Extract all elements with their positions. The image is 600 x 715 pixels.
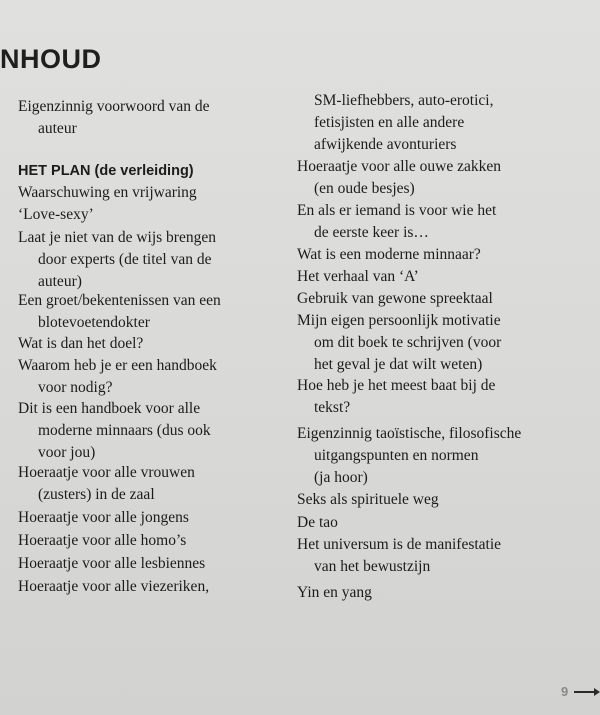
toc-entry-text: Yin en yang <box>297 584 372 601</box>
toc-entry-text: HET PLAN (de verleiding) <box>18 163 194 179</box>
toc-entry-text: SM-liefhebbers, auto-erotici, <box>314 92 494 109</box>
toc-entry-text: blotevoetendokter <box>38 314 150 331</box>
toc-entry-text: Waarom heb je er een handboek <box>18 357 217 374</box>
toc-entry-text: De tao <box>297 514 338 531</box>
toc-entry-text: Laat je niet van de wijs brengen <box>18 229 216 246</box>
toc-entry-text: Gebruik van gewone spreektaal <box>297 290 493 307</box>
toc-entry-text: door experts (de titel van de <box>38 251 212 268</box>
toc-entry-text: Het verhaal van ‘A’ <box>297 268 419 285</box>
toc-entry-text: voor nodig? <box>38 379 113 396</box>
toc-entry-text: Het universum is de manifestatie <box>297 536 502 553</box>
page-number: 9 <box>561 684 569 699</box>
toc-entry-text: (ja hoor) <box>314 469 368 486</box>
toc-entry-text: Hoeraatje voor alle homo’s <box>18 532 187 549</box>
toc-entry-text: auteur) <box>38 273 82 290</box>
toc-entry-text: En als er iemand is voor wie het <box>297 202 497 219</box>
toc-entry-text: voor jou) <box>38 444 96 461</box>
toc-entry-text: Eigenzinnig voorwoord van de <box>18 98 210 115</box>
toc-entry-text: Eigenzinnig taoïstische, filosofische <box>297 425 522 442</box>
toc-entry-text: Mijn eigen persoonlijk motivatie <box>297 312 501 329</box>
toc-entry-text: Hoeraatje voor alle vrouwen <box>18 464 195 481</box>
toc-entry-text: om dit boek te schrijven (voor <box>314 334 502 351</box>
toc-entry-text: afwijkende avonturiers <box>314 136 457 153</box>
toc-entry-text: uitgangspunten en normen <box>314 447 479 464</box>
toc-entry-text: Een groet/bekentenissen van een <box>18 292 221 309</box>
toc-entry-text: van het bewustzijn <box>314 558 431 575</box>
toc-entry-text: ‘Love-sexy’ <box>18 206 94 223</box>
toc-entry-text: Hoeraatje voor alle lesbiennes <box>18 555 206 572</box>
toc-entry-text: Wat is een moderne minnaar? <box>297 246 481 263</box>
toc-entry-text: Hoeraatje voor alle viezeriken, <box>18 578 210 595</box>
toc-entry-text: (zusters) in de zaal <box>38 486 155 503</box>
toc-entry-text: Waarschuwing en vrijwaring <box>18 184 197 201</box>
toc-entry-text: de eerste keer is… <box>314 224 429 241</box>
toc-entry-text: Seks als spirituele weg <box>297 491 439 508</box>
arrow-right-icon <box>574 688 600 696</box>
toc-entry-text: Hoeraatje voor alle jongens <box>18 509 189 526</box>
toc-entry-text: fetisjisten en alle andere <box>314 114 465 131</box>
toc-entry-text: Dit is een handboek voor alle <box>18 400 201 417</box>
toc-entry-text: het geval je dat wilt weten) <box>314 356 483 373</box>
toc-entry-text: Hoeraatje voor alle ouwe zakken <box>297 158 501 175</box>
page-title: NHOUD <box>0 44 102 74</box>
toc-entry-text: moderne minnaars (dus ook <box>38 422 211 439</box>
toc-entry-text: Wat is dan het doel? <box>18 335 144 352</box>
toc-entry-text: auteur <box>38 120 77 137</box>
toc-entry-text: Hoe heb je het meest baat bij de <box>297 377 496 394</box>
toc-entry-text: tekst? <box>314 399 351 416</box>
toc-entry-text: (en oude besjes) <box>314 180 415 197</box>
